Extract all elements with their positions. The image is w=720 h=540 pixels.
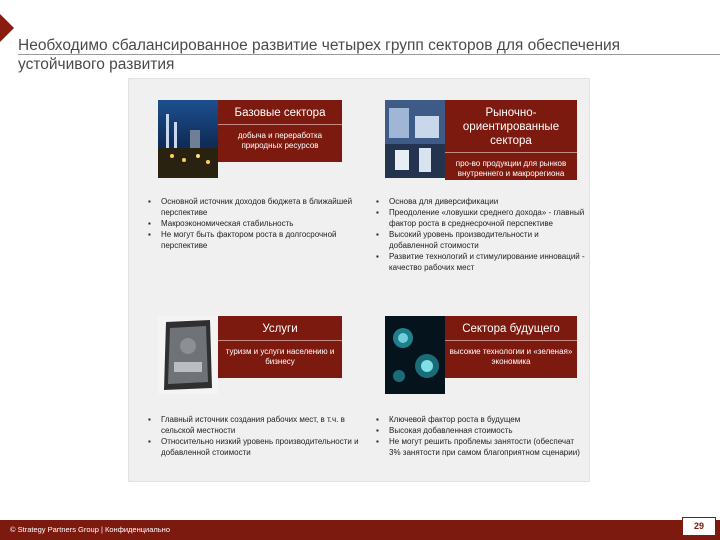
list-item: ▪ Преодоление «ловушки среднего дохода» - главный фактор роста в среднесрочной перспективе bbox=[376, 207, 586, 229]
list-item: ▪ Не могут быть фактором роста в долгосрочной перспективе bbox=[148, 229, 356, 251]
list-item: ▪ Основной источник доходов бюджета в ближайшей перспективе bbox=[148, 196, 356, 218]
list-item: ▪ Не могут решить проблемы занятости (обеспечат 3% занятости при самом благоприятном сценарии) bbox=[376, 436, 586, 458]
card-services bbox=[218, 316, 342, 378]
factory-workers-image bbox=[385, 100, 445, 178]
list-item: ▪ Макроэкономическая стабильность bbox=[148, 218, 356, 229]
card-base-sectors bbox=[218, 100, 342, 162]
list-item: ▪ Относительно низкий уровень производительности и добавленной стоимости bbox=[148, 436, 366, 458]
list-item: ▪ Главный источник создания рабочих мест, в т.ч. в сельской местности bbox=[148, 414, 366, 436]
corner-accent bbox=[0, 14, 14, 42]
card-subtitle: добыча и переработка природных ресурсов bbox=[237, 131, 323, 150]
card-divider bbox=[445, 340, 577, 341]
card-divider bbox=[218, 124, 342, 125]
list-item: ▪ Основа для диверсификации bbox=[376, 196, 586, 207]
card-market-sectors bbox=[445, 100, 577, 180]
footer-copyright: © Strategy Partners Group | Конфиденциально bbox=[10, 525, 170, 534]
list-item: ▪ Развитие технологий и стимулирование инноваций - качество рабочих мест bbox=[376, 251, 586, 273]
bullets-future-sectors bbox=[376, 414, 586, 458]
card-divider bbox=[218, 340, 342, 341]
title-divider bbox=[18, 54, 720, 55]
card-future-sectors bbox=[445, 316, 577, 378]
bullets-market-sectors bbox=[376, 196, 586, 273]
card-heading: Базовые сектора bbox=[234, 107, 326, 119]
tablet-device-image bbox=[158, 316, 218, 394]
card-divider bbox=[445, 152, 577, 153]
list-item: ▪ Высокий уровень производительности и добавленной стоимости bbox=[376, 229, 586, 251]
slide-title: Необходимо сбалансированное развитие четырех групп секторов для обеспечения устойчивого развития bbox=[18, 37, 621, 73]
bullets-services bbox=[148, 414, 366, 458]
card-heading: Сектора будущего bbox=[462, 323, 560, 335]
list-item: ▪ Высокая добавленная стоимость bbox=[376, 425, 586, 436]
card-heading: Услуги bbox=[262, 323, 298, 335]
microorganism-image bbox=[385, 316, 445, 394]
card-subtitle: про-во продукции для рынков внутреннего и макрорегиона bbox=[455, 159, 567, 178]
card-subtitle: высокие технологии и «зеленая» экономика bbox=[449, 347, 573, 366]
page-number: 29 bbox=[682, 517, 716, 536]
bullets-base-sectors bbox=[148, 196, 356, 251]
card-heading: Рыночно-ориентированные сектора bbox=[462, 107, 560, 147]
list-item: ▪ Ключевой фактор роста в будущем bbox=[376, 414, 586, 425]
industrial-plant-image bbox=[158, 100, 218, 178]
card-subtitle: туризм и услуги населению и бизнесу bbox=[225, 347, 335, 366]
